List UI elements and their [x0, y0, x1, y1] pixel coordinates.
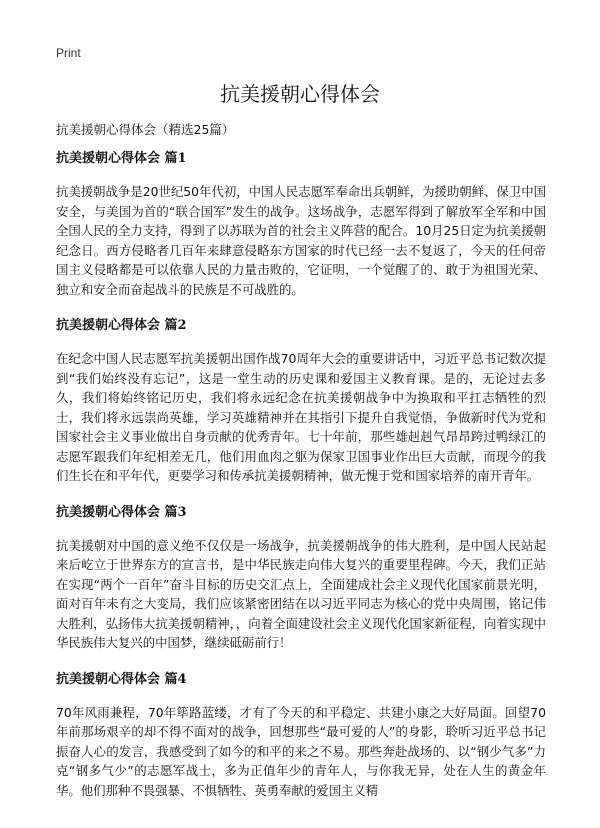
document-subtitle: 抗美援朝心得体会（精选25篇） — [56, 122, 235, 137]
section-heading-2: 抗美援朝心得体会 篇2 — [56, 318, 187, 333]
section-body-1: 抗美援朝战争是20世纪50年代初，中国人民志愿军奉命出兵朝鲜，为援助朝鲜、保卫中国安全，与美国为首的“联合国军”发生的战争。这场战争，志愿军得到了解放军全军和中国全国人民的全力支持，得到了以苏联为首的社会主义阵营的配合。10月25日定为抗美援朝纪念日。西方侵略者几百年来肆意侵略东方国家的时代已经一去不复返了，今天的任何帝国主义侵略都是可以依靠人民的力量击败的，它证明，一个觉醒了的、敢于为祖国光荣、独立和安全而奋起战斗的民族是不可战胜的。 — [56, 184, 546, 297]
document-title: 抗美援朝心得体会 — [220, 82, 380, 106]
print-link[interactable]: Print — [56, 46, 81, 60]
section-body-3: 抗美援朝对中国的意义绝不仅仅是一场战争，抗美援朝战争的伟大胜利，是中国人民站起来后屹立于世界东方的宣言书，是中华民族走向伟大复兴的重要里程碑。今天，我们正站在实现“两个一百年”奋斗目标的历史交汇点上，全面建成社会主义现代化国家前景光明，面对百年未有之大变局，我们应该紧密团结在以习近平同志为核心的党中央周围，铭记伟大胜利，弘扬伟大抗美援朝精神，，向着全面建设社会主义现代化国家新征程，向着实现中华民族伟大复兴的中国梦，继续砥砺前行！ — [56, 537, 546, 650]
section-body-2: 在纪念中国人民志愿军抗美援朝出国作战70周年大会的重要讲话中，习近平总书记数次提到“我们始终没有忘记”，这是一堂生动的历史课和爱国主义教育课。是的，无论过去多久，我们将始终铭记历史，我们将永远纪念在抗美援朝战争中为换取和平扛志牺牲的烈士，我们将永远崇尚英雄，学习英雄精神并在其指引下提升自我觉悟，争做新时代为党和国家社会主义事业做出自身贡献的优秀青年。七十年前，那些雄赳赳气昂昂跨过鸭绿江的志愿军跟我们年纪相差无几，他们用血肉之躯为保家卫国事业作出巨大贡献，而现今的我们生长在和平年代，更要学习和传承抗美援朝精神，做无愧于党和国家培养的南开青年。 — [56, 351, 546, 483]
section-heading-4: 抗美援朝心得体会 篇4 — [56, 671, 187, 687]
document-content — [56, 150, 546, 818]
section-heading-3: 抗美援朝心得体会 篇3 — [56, 504, 187, 520]
section-heading-1: 抗美援朝心得体会 篇1 — [56, 151, 187, 166]
section-body-4: 70年风雨兼程，70年筚路蓝缕，才有了今天的和平稳定、共建小康之大好局面。回望70年前那场艰辛的却不得不面对的战争，回想那些“最可爱的人”的身影，聆听习近平总书记振奋人心的发言，我感受到了如今的和平的来之不易。那些奔赴战场的、以“钢少气多”力克“钢多气少”的志愿军战士，多为正值年少的青年人，与你我无异，处在人生的黄金年华。他们那种不畏强暴、不惧牺牲、英勇奉献的爱国主义精 — [56, 704, 546, 798]
